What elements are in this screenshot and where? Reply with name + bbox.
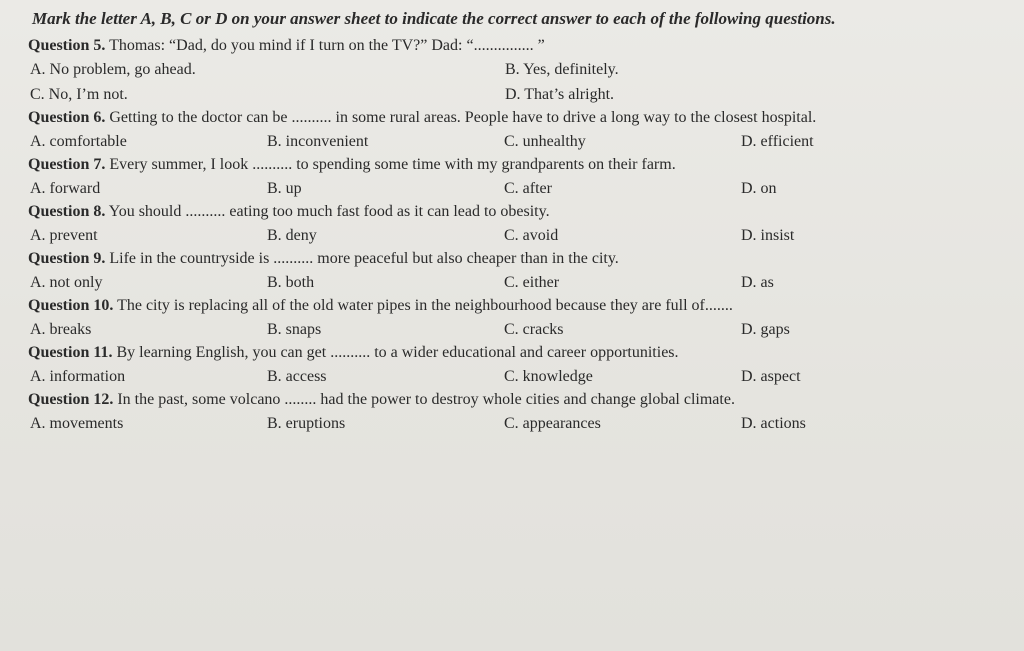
options-row: [30, 176, 984, 201]
question-9: [28, 248, 983, 270]
question-number: Question 12.: [28, 391, 114, 408]
question-5: [28, 35, 983, 57]
question-text: By learning English, you can get .......... to a wider educational and career opportunities.: [116, 344, 679, 361]
option-a: A. movements: [30, 415, 124, 432]
option-b: B. snaps: [267, 321, 322, 338]
option-c: C. knowledge: [504, 368, 593, 385]
option-a: A. breaks: [30, 321, 92, 338]
option-c: C. appearances: [504, 415, 601, 432]
option-c: C. avoid: [504, 227, 559, 244]
question-text: Life in the countryside is .......... more peaceful but also cheaper than in the city.: [109, 250, 619, 267]
option-a: A. not only: [30, 274, 103, 291]
question-number: Question 10.: [28, 297, 114, 314]
options-row: [30, 57, 984, 82]
options-row: [30, 223, 984, 248]
option-d: D. That’s alright.: [505, 86, 615, 103]
option-c: C. unhealthy: [504, 133, 586, 150]
option-b: B. eruptions: [267, 415, 346, 432]
option-d: D. efficient: [741, 133, 814, 150]
option-c: C. after: [504, 180, 552, 197]
question-text: The city is replacing all of the old water pipes in the neighbourhood because they are full of.......: [117, 297, 733, 314]
option-b: B. access: [267, 368, 327, 385]
option-d: D. aspect: [741, 368, 801, 385]
option-a: A. forward: [30, 180, 101, 197]
question-text: Thomas: “Dad, do you mind if I turn on the TV?” Dad: “............... ”: [109, 37, 545, 54]
options-row: [30, 82, 984, 107]
option-a: A. comfortable: [30, 133, 127, 150]
options-row: [30, 317, 984, 342]
option-d: D. on: [741, 180, 777, 197]
option-d: D. insist: [741, 227, 795, 244]
question-7: [28, 154, 983, 176]
option-b: B. deny: [267, 227, 317, 244]
question-number: Question 7.: [28, 156, 106, 173]
options-row: [30, 364, 984, 389]
option-c: C. No, I’m not.: [30, 86, 128, 103]
option-b: B. Yes, definitely.: [505, 61, 619, 78]
question-8: [28, 201, 983, 223]
question-6: [28, 107, 983, 129]
question-number: Question 9.: [28, 250, 106, 267]
option-a: A. No problem, go ahead.: [30, 61, 196, 78]
question-12: [28, 389, 983, 411]
option-d: D. actions: [741, 415, 806, 432]
question-text: Getting to the doctor can be .......... in some rural areas. People have to drive a long way to the closest hospital.: [109, 109, 817, 126]
question-text: In the past, some volcano ........ had the power to destroy whole cities and change global climate.: [117, 391, 735, 408]
option-c: C. cracks: [504, 321, 564, 338]
question-11: [28, 342, 983, 364]
question-text: Every summer, I look .......... to spending some time with my grandparents on their farm.: [109, 156, 676, 173]
option-b: B. inconvenient: [267, 133, 369, 150]
options-row: [30, 129, 984, 154]
option-d: D. as: [741, 274, 774, 291]
options-row: [30, 411, 984, 436]
option-d: D. gaps: [741, 321, 790, 338]
question-number: Question 11.: [28, 344, 113, 361]
question-number: Question 5.: [28, 37, 106, 54]
option-b: B. up: [267, 180, 302, 197]
question-number: Question 8.: [28, 203, 106, 220]
option-a: A. information: [30, 368, 126, 385]
option-b: B. both: [267, 274, 315, 291]
question-number: Question 6.: [28, 109, 106, 126]
option-a: A. prevent: [30, 227, 98, 244]
question-text: You should .......... eating too much fast food as it can lead to obesity.: [108, 203, 550, 220]
option-c: C. either: [504, 274, 560, 291]
options-row: [30, 270, 984, 295]
instruction-text: Mark the letter A, B, C or D on your answer sheet to indicate the correct answer to each of the following questions.: [32, 9, 836, 28]
question-10: [28, 295, 983, 317]
